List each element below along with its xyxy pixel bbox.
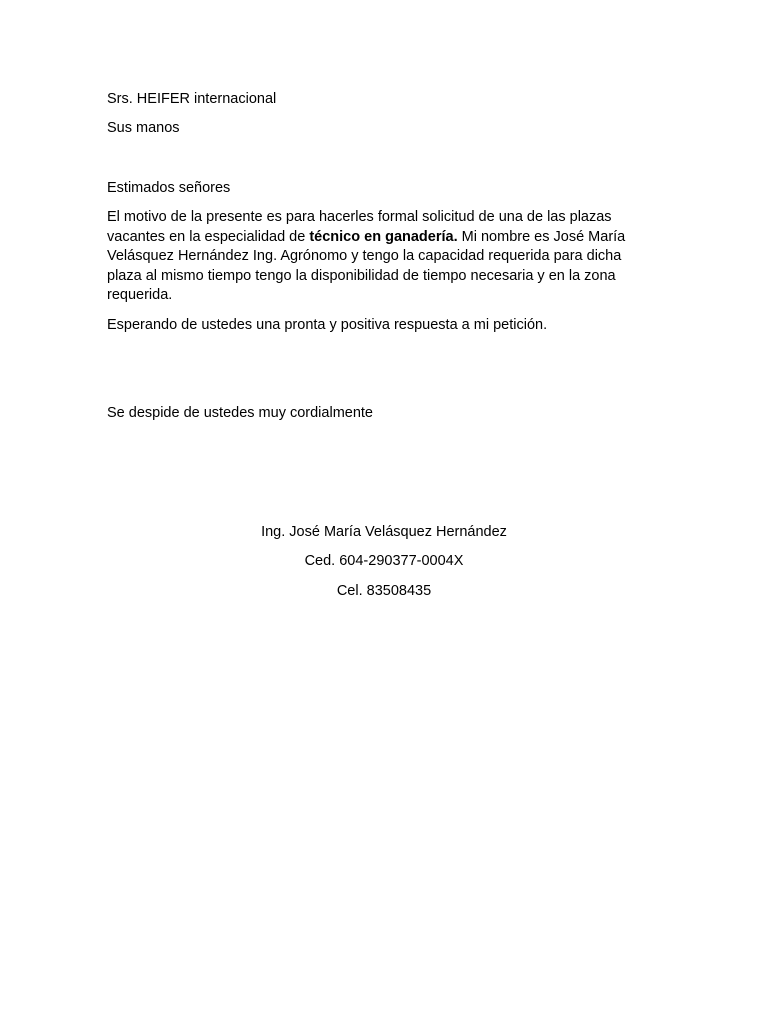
specialty-emphasis: técnico en ganadería. [309,228,458,245]
body-line-2-end: Mi nombre es José María [457,228,626,245]
signature-name: Ing. José María Velásquez Hernández [261,524,507,540]
closing-paragraph: Esperando de ustedes una pronta y positiva respuesta a mi petición. [107,317,548,333]
body-line-1: El motivo de la presente es para hacerles formal solicitud de una de las plazas [107,209,612,225]
signature-id-number: Ced. 604-290377-0004X [304,553,464,569]
body-line-3: Velásquez Hernández Ing. Agrónomo y tengo la capacidad requerida para dicha [107,248,622,264]
body-line-5: requerida. [107,287,173,303]
body-line-2-start: vacantes en la especialidad de [107,228,310,245]
farewell: Se despide de ustedes muy cordialmente [107,405,373,421]
recipient-name: Srs. HEIFER internacional [107,91,277,107]
recipient-address: Sus manos [107,120,180,136]
body-paragraph [107,208,647,306]
signature-phone: Cel. 83508435 [336,583,432,599]
salutation: Estimados señores [107,180,231,196]
body-line-2 [107,228,647,248]
body-line-4: plaza al mismo tiempo tengo la disponibilidad de tiempo necesaria y en la zona [107,267,616,284]
